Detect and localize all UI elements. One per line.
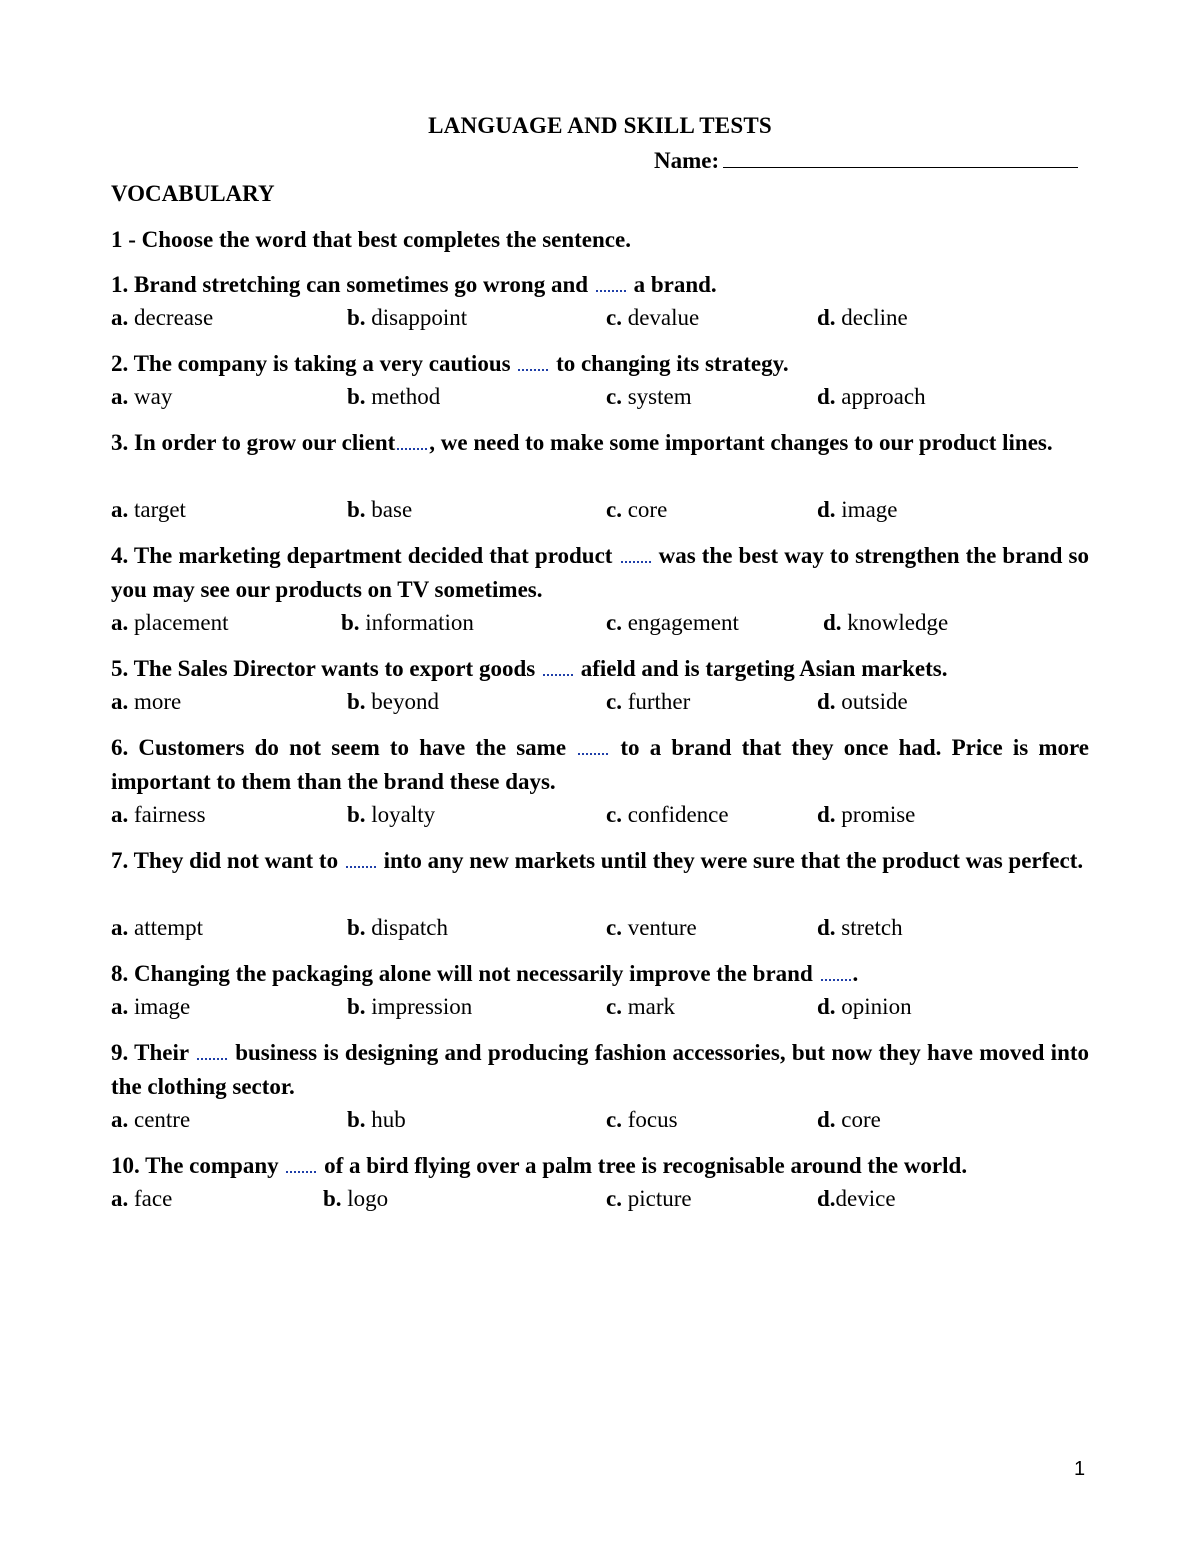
option-d[interactable]: d. stretch [817, 915, 903, 940]
option-c[interactable]: c. picture [606, 1186, 692, 1211]
name-label: Name: [654, 148, 720, 173]
option-c[interactable]: c. venture [606, 915, 697, 940]
option-a[interactable]: a. placement [111, 610, 229, 635]
option-b[interactable]: b. disappoint [347, 305, 468, 330]
options-row [111, 610, 1089, 640]
option-b[interactable]: b. logo [323, 1186, 389, 1211]
option-d[interactable]: d. approach [817, 384, 926, 409]
option-b[interactable]: b. method [347, 384, 441, 409]
option-a[interactable]: a. attempt [111, 915, 203, 940]
option-a[interactable]: a. centre [111, 1107, 191, 1132]
question-text: 4. The marketing department decided that product [111, 543, 613, 568]
options-row [111, 994, 1089, 1024]
answer-blank[interactable] [596, 272, 626, 292]
option-b[interactable]: b. base [347, 497, 413, 522]
option-c[interactable]: c. core [606, 497, 668, 522]
question-text: 1. Brand stretching can sometimes go wrong and [111, 272, 589, 297]
options-row [111, 689, 1089, 719]
option-c[interactable]: c. system [606, 384, 692, 409]
option-a[interactable]: a. target [111, 497, 186, 522]
option-d[interactable]: d. core [817, 1107, 881, 1132]
question-1 [111, 268, 1089, 302]
question-text: 3. In order to grow our client [111, 430, 396, 455]
question-text: 10. The company [111, 1153, 279, 1178]
option-a[interactable]: a. way [111, 384, 173, 409]
page-number: 1 [1074, 1458, 1086, 1480]
question-text: 9. Their [111, 1040, 189, 1065]
options-row [111, 802, 1089, 832]
answer-blank[interactable] [286, 1153, 316, 1173]
answer-blank[interactable] [578, 735, 608, 755]
section-heading: VOCABULARY [111, 181, 275, 206]
question-text: 8. Changing the packaging alone will not necessarily improve the brand [111, 961, 813, 986]
answer-blank[interactable] [518, 351, 548, 371]
options-row [111, 497, 1089, 527]
option-text: device [835, 1186, 896, 1211]
document-title: LANGUAGE AND SKILL TESTS [428, 113, 772, 138]
answer-blank[interactable] [543, 656, 573, 676]
options-row [111, 1186, 1089, 1216]
option-d[interactable]: d. image [817, 497, 898, 522]
question-text: , we need to make some important changes to our product lines. [429, 430, 1053, 455]
option-c[interactable]: c. further [606, 689, 691, 714]
option-c[interactable]: c. focus [606, 1107, 678, 1132]
question-4 [111, 539, 1089, 607]
option-d[interactable]: d. knowledge [823, 610, 949, 635]
question-5 [111, 652, 1089, 686]
question-text: of a bird flying over a palm tree is recognisable around the world. [324, 1153, 968, 1178]
option-a[interactable]: a. more [111, 689, 182, 714]
option-c[interactable]: c. mark [606, 994, 675, 1019]
question-text: into any new markets until they were sure that the product was perfect. [383, 848, 1084, 873]
answer-blank[interactable] [346, 848, 376, 868]
option-d[interactable] [817, 1186, 896, 1212]
question-text: 6. Customers do not seem to have the same [111, 735, 567, 760]
answer-blank[interactable] [197, 1040, 227, 1060]
answer-blank[interactable] [397, 430, 427, 450]
option-d[interactable]: d. decline [817, 305, 908, 330]
option-b[interactable]: b. hub [347, 1107, 406, 1132]
option-d[interactable]: d. outside [817, 689, 908, 714]
option-d[interactable]: d. promise [817, 802, 916, 827]
option-letter: d. [817, 1186, 836, 1211]
option-c[interactable]: c. devalue [606, 305, 700, 330]
option-b[interactable]: b. beyond [347, 689, 440, 714]
option-a[interactable]: a. image [111, 994, 191, 1019]
question-8 [111, 957, 1089, 991]
option-a[interactable]: a. face [111, 1186, 173, 1211]
question-text: 5. The Sales Director wants to export goods [111, 656, 536, 681]
options-row [111, 1107, 1089, 1137]
question-text: a brand. [633, 272, 717, 297]
question-2 [111, 347, 1089, 381]
option-b[interactable]: b. dispatch [347, 915, 448, 940]
question-text: afield and is targeting Asian markets. [580, 656, 948, 681]
option-d[interactable]: d. opinion [817, 994, 912, 1019]
question-10 [111, 1149, 1089, 1183]
option-b[interactable]: b. loyalty [347, 802, 436, 827]
options-row [111, 305, 1089, 335]
question-9 [111, 1036, 1089, 1104]
option-a[interactable]: a. decrease [111, 305, 214, 330]
question-3 [111, 426, 1089, 460]
question-text: to changing its strategy. [556, 351, 789, 376]
answer-blank[interactable] [621, 543, 651, 563]
question-text: 7. They did not want to [111, 848, 339, 873]
question-text: to a brand that they once had. Price is more important to them than the brand these days. [111, 735, 1089, 794]
question-text: business is designing and producing fashion accessories, but now they have moved into the clothing sector. [111, 1040, 1090, 1099]
options-row [111, 384, 1089, 414]
options-row [111, 915, 1089, 945]
question-text: 2. The company is taking a very cautious [111, 351, 511, 376]
question-text: . [852, 961, 859, 986]
instruction-text: 1 - Choose the word that best completes the sentence. [111, 227, 631, 252]
name-field [654, 147, 1078, 174]
option-b[interactable]: b. impression [347, 994, 473, 1019]
answer-blank[interactable] [821, 961, 851, 981]
option-c[interactable]: c. engagement [606, 610, 739, 635]
name-blank-line[interactable] [723, 147, 1078, 168]
question-6 [111, 731, 1089, 799]
option-c[interactable]: c. confidence [606, 802, 729, 827]
question-text: was the best way to strengthen the brand so you may see our products on TV sometimes. [111, 543, 1089, 602]
option-a[interactable]: a. fairness [111, 802, 206, 827]
option-b[interactable]: b. information [341, 610, 474, 635]
question-7 [111, 844, 1089, 878]
